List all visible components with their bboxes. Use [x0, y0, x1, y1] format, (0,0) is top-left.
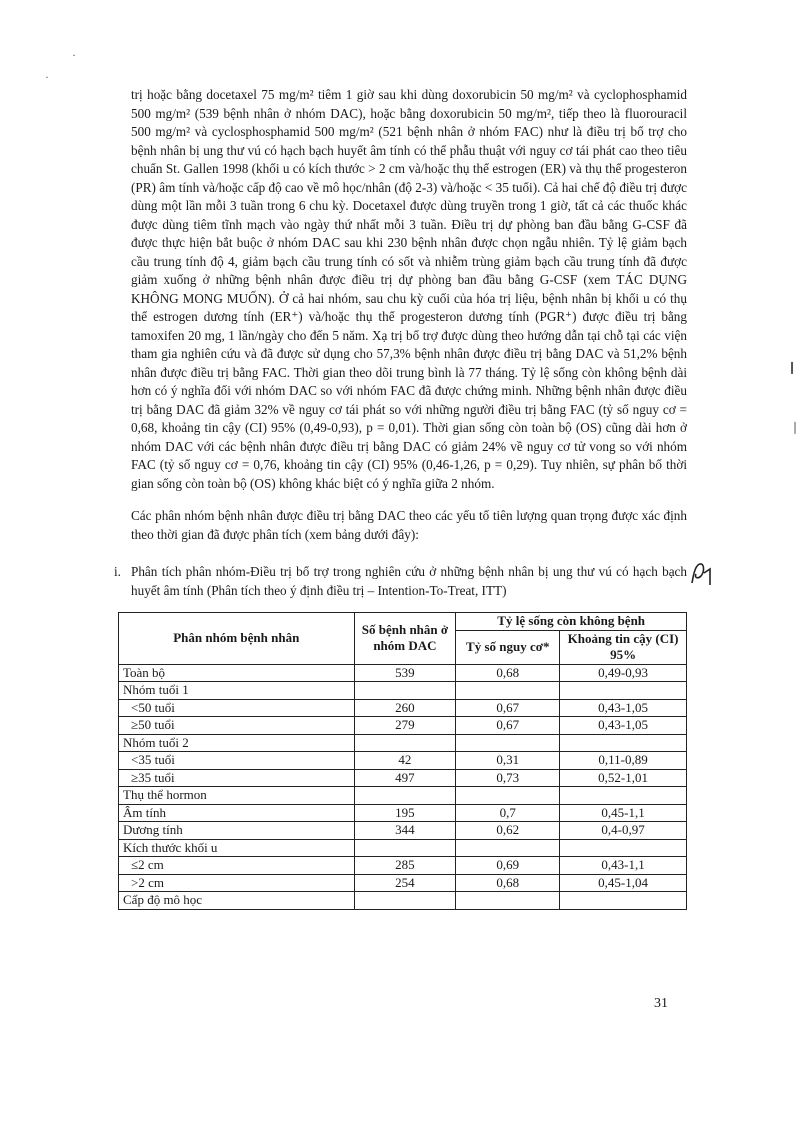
cell-patient-count	[354, 734, 456, 752]
cell-confidence-interval	[560, 787, 687, 805]
header-confidence-interval: Khoảng tin cậy (CI) 95%	[560, 630, 687, 664]
cell-subgroup: Toàn bộ	[119, 664, 355, 682]
table-row	[119, 664, 687, 682]
body-paragraph-2: Các phân nhóm bệnh nhân được điều trị bằng DAC theo các yếu tố tiên lượng quan trọng được xác định theo thời gian đã được phân tích (xem bảng dưới đây):	[131, 508, 687, 542]
cell-hazard-ratio: 0,31	[456, 752, 560, 770]
cell-hazard-ratio	[456, 682, 560, 700]
cell-confidence-interval: 0,43-1,05	[560, 717, 687, 735]
cell-subgroup: <35 tuổi	[119, 752, 355, 770]
cell-subgroup: Nhóm tuổi 2	[119, 734, 355, 752]
cell-hazard-ratio	[456, 734, 560, 752]
cell-confidence-interval	[560, 839, 687, 857]
cell-hazard-ratio: 0,69	[456, 857, 560, 875]
table-row	[119, 822, 687, 840]
list-marker: i.	[114, 564, 121, 579]
cell-patient-count: 42	[354, 752, 456, 770]
cell-patient-count: 344	[354, 822, 456, 840]
cell-patient-count: 497	[354, 769, 456, 787]
cell-subgroup: Kích thước khối u	[119, 839, 355, 857]
table-row	[119, 682, 687, 700]
header-patient-subgroup: Phân nhóm bệnh nhân	[119, 613, 355, 665]
header-disease-free-survival: Tỷ lệ sống còn không bệnh	[456, 613, 687, 631]
cell-subgroup: ≥35 tuổi	[119, 769, 355, 787]
cell-subgroup: Dương tính	[119, 822, 355, 840]
cell-confidence-interval	[560, 682, 687, 700]
cell-subgroup: ≥50 tuổi	[119, 717, 355, 735]
list-item-subgroup-analysis	[114, 563, 687, 600]
cell-patient-count: 254	[354, 874, 456, 892]
cell-hazard-ratio: 0,68	[456, 874, 560, 892]
table-row	[119, 787, 687, 805]
header-patient-count: Số bệnh nhân ở nhóm DAC	[354, 613, 456, 665]
document-body	[114, 86, 687, 910]
table-row	[119, 804, 687, 822]
cell-subgroup: Thụ thể hormon	[119, 787, 355, 805]
table-body	[119, 664, 687, 909]
cell-confidence-interval: 0,45-1,1	[560, 804, 687, 822]
subgroup-table	[118, 612, 687, 910]
cell-patient-count: 260	[354, 699, 456, 717]
cell-patient-count: 195	[354, 804, 456, 822]
list-item-text: Phân tích phân nhóm-Điều trị bổ trợ trong nghiên cứu ở những bệnh nhân bị ung thư vú có hạch bạch huyết âm tính (Phân tích theo ý định điều trị – Intention-To-Treat, ITT)	[131, 564, 687, 598]
cell-patient-count: 539	[354, 664, 456, 682]
cell-patient-count	[354, 839, 456, 857]
cell-subgroup: >2 cm	[119, 874, 355, 892]
cell-hazard-ratio: 0,67	[456, 717, 560, 735]
cell-subgroup: ≤2 cm	[119, 857, 355, 875]
cell-confidence-interval: 0,11-0,89	[560, 752, 687, 770]
cell-confidence-interval: 0,49-0,93	[560, 664, 687, 682]
table-row	[119, 857, 687, 875]
scan-speck: ·	[72, 48, 76, 62]
cell-patient-count	[354, 682, 456, 700]
table-row	[119, 699, 687, 717]
cell-patient-count	[354, 892, 456, 910]
cell-subgroup: Âm tính	[119, 804, 355, 822]
table-row	[119, 717, 687, 735]
cell-confidence-interval: 0,4-0,97	[560, 822, 687, 840]
cell-hazard-ratio: 0,68	[456, 664, 560, 682]
cell-patient-count: 285	[354, 857, 456, 875]
header-hazard-ratio: Tỷ số nguy cơ*	[456, 630, 560, 664]
cell-subgroup: <50 tuổi	[119, 699, 355, 717]
scan-speck: ·	[45, 70, 49, 84]
cell-confidence-interval	[560, 892, 687, 910]
cell-confidence-interval: 0,45-1,04	[560, 874, 687, 892]
handwritten-initials-mark	[688, 559, 718, 589]
cell-confidence-interval: 0,52-1,01	[560, 769, 687, 787]
cell-hazard-ratio	[456, 892, 560, 910]
cell-patient-count	[354, 787, 456, 805]
body-paragraph-1: trị hoặc bằng docetaxel 75 mg/m² tiêm 1 giờ sau khi dùng doxorubicin 50 mg/m² và cyclophosphamid 500 mg/m² (539 bệnh nhân ở nhóm DAC), hoặc bằng doxorubicin 50 mg/m², tiếp theo là fluorouracil 500 mg/m² và cyclosphosphamid 500 mg/m² (521 bệnh nhân ở nhóm FAC) như là điều trị bổ trợ cho bệnh nhân bị ung thư vú có hạch bạch huyết âm tính có thể phẫu thuật với nguy cơ tái phát cao theo tiêu chuẩn St. Gallen 1998 (khối u có kích thước > 2 cm và/hoặc thụ thể estrogen (ER) và thụ thể progesteron (PR) âm tính và/hoặc cấp độ cao về mô học/nhân (độ 2-3) và/hoặc < 35 tuổi). Cả hai chế độ điều trị được dùng một lần mỗi 3 tuần trong 6 chu kỳ. Docetaxel được dùng truyền trong 1 giờ, tất cả các thuốc khác được dùng tiêm tĩnh mạch vào ngày thứ nhất mỗi 3 tuần. Điều trị dự phòng ban đầu bằng G-CSF đã được thực hiện bắt buộc ở nhóm DAC sau khi 230 bệnh nhân được chọn ngẫu nhiên. Tỷ lệ giảm bạch cầu trung tính độ 4, giảm bạch cầu trung tính có sốt và nhiễm trùng giảm bạch cầu trung tính đã được giảm xuống ở những bệnh nhân được điều trị dự phòng ban đầu bằng G-CSF (xem TÁC DỤNG KHÔNG MONG MUỐN). Ở cả hai nhóm, sau chu kỳ cuối của hóa trị liệu, bệnh nhân bị khối u có thụ thể estrogen dương tính (ER⁺) và/hoặc thụ thể progesteron dương tính (PGR⁺) được điều trị bằng tamoxifen 20 mg, 1 lần/ngày cho đến 5 năm. Xạ trị bổ trợ được dùng theo hướng dẫn tại chỗ tại các viện tham gia nghiên cứu và đã được sử dụng cho 57,3% bệnh nhân được điều trị bằng DAC và 51,2% bệnh nhân được điều trị bằng FAC. Thời gian theo dõi trung bình là 77 tháng. Tỷ lệ sống còn không bệnh dài hơn có ý nghĩa đối với nhóm DAC so với nhóm FAC đã được chứng minh. Những bệnh nhân được điều trị bằng DAC đã giảm 32% về nguy cơ tái phát so với những người điều trị bằng FAC (tỷ số nguy cơ = 0,68, khoảng tin cậy (CI) 95% (0,49-0,93), p = 0,01). Thời gian sống còn toàn bộ (OS) cũng dài hơn ở nhóm DAC với các bệnh nhân được điều trị bằng DAC có giảm 24% về nguy cơ tử vong so với nhóm FAC (tỷ số nguy cơ = 0,76, khoảng tin cậy (CI) 95% (0,46-1,26, p = 0,29). Tuy nhiên, sự phân bố thời gian sống còn toàn bộ (OS) không khác biệt có ý nghĩa giữa 2 nhóm.	[131, 87, 687, 491]
scan-edge-mark: ❙	[787, 360, 798, 374]
table-row	[119, 769, 687, 787]
cell-confidence-interval	[560, 734, 687, 752]
cell-subgroup: Cấp độ mô học	[119, 892, 355, 910]
table-row	[119, 839, 687, 857]
cell-confidence-interval: 0,43-1,05	[560, 699, 687, 717]
page-number: 31	[654, 996, 668, 1011]
table-row	[119, 874, 687, 892]
cell-patient-count: 279	[354, 717, 456, 735]
table-row	[119, 752, 687, 770]
cell-hazard-ratio	[456, 839, 560, 857]
cell-hazard-ratio: 0,62	[456, 822, 560, 840]
cell-hazard-ratio: 0,67	[456, 699, 560, 717]
cell-subgroup: Nhóm tuổi 1	[119, 682, 355, 700]
cell-hazard-ratio: 0,7	[456, 804, 560, 822]
cell-confidence-interval: 0,43-1,1	[560, 857, 687, 875]
cell-hazard-ratio: 0,73	[456, 769, 560, 787]
table-row	[119, 734, 687, 752]
table-row	[119, 892, 687, 910]
cell-hazard-ratio	[456, 787, 560, 805]
scan-edge-mark: ❘	[790, 420, 800, 434]
